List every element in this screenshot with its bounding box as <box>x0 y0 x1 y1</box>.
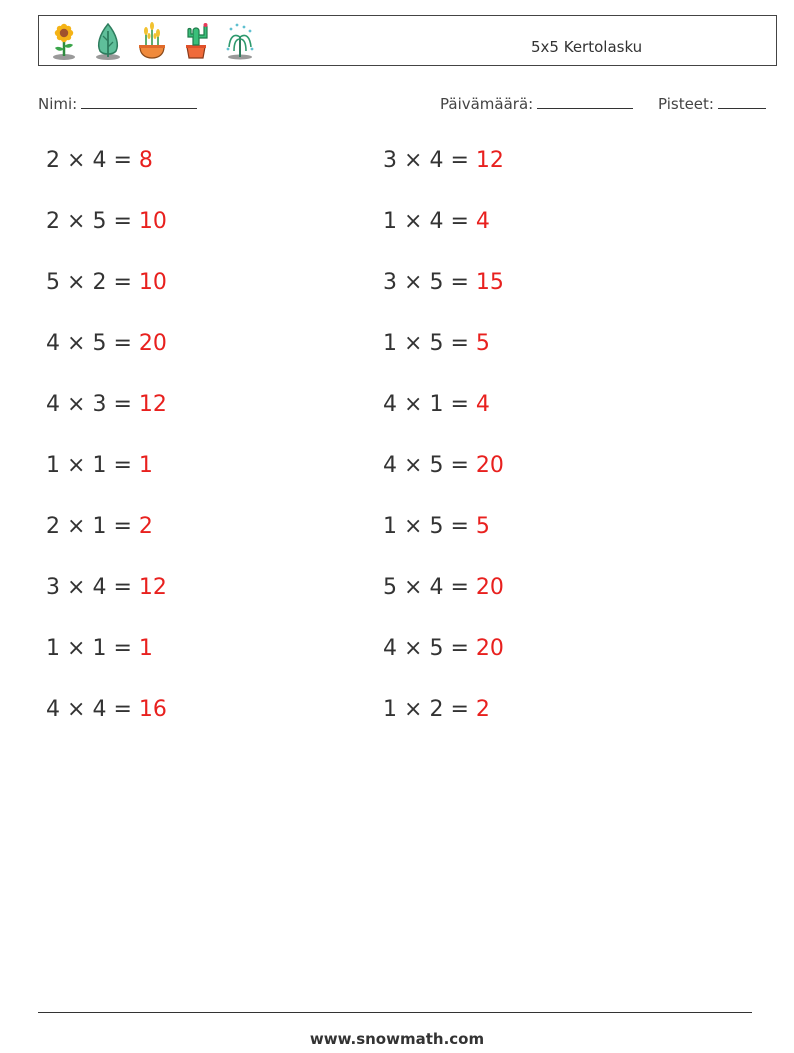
name-blank[interactable] <box>81 93 197 109</box>
factor-a: 4 <box>383 392 397 417</box>
answer: 20 <box>138 331 167 356</box>
problem-left-6 <box>46 453 153 478</box>
times-sign: × <box>67 270 86 295</box>
equals-sign: = <box>450 148 469 173</box>
factor-b: 4 <box>429 148 444 173</box>
equals-sign: = <box>450 392 469 417</box>
times-sign: × <box>67 148 86 173</box>
problem-left-9 <box>46 636 153 661</box>
answer: 4 <box>475 209 490 234</box>
footer-url: www.snowmath.com <box>309 1030 485 1048</box>
factor-b: 2 <box>92 270 107 295</box>
answer: 2 <box>138 514 153 539</box>
times-sign: × <box>404 514 423 539</box>
header-box <box>38 15 777 66</box>
equals-sign: = <box>113 453 132 478</box>
problem-left-1 <box>46 148 153 173</box>
times-sign: × <box>67 453 86 478</box>
problem-right-2 <box>383 209 490 234</box>
factor-b: 5 <box>92 209 107 234</box>
factor-b: 4 <box>92 148 107 173</box>
equals-sign: = <box>450 697 469 722</box>
answer: 1 <box>138 453 153 478</box>
answer: 2 <box>475 697 490 722</box>
factor-b: 4 <box>429 575 444 600</box>
answer: 4 <box>475 392 490 417</box>
problem-right-4 <box>383 331 490 356</box>
factor-b: 5 <box>429 453 444 478</box>
times-sign: × <box>404 331 423 356</box>
factor-b: 4 <box>429 209 444 234</box>
answer: 5 <box>475 331 490 356</box>
answer: 20 <box>475 453 504 478</box>
equals-sign: = <box>113 392 132 417</box>
factor-a: 1 <box>383 697 397 722</box>
factor-a: 1 <box>383 209 397 234</box>
factor-b: 3 <box>92 392 107 417</box>
footer-divider <box>38 1012 752 1013</box>
factor-b: 5 <box>92 331 107 356</box>
answer: 5 <box>475 514 490 539</box>
problem-right-6 <box>383 453 504 478</box>
equals-sign: = <box>113 331 132 356</box>
equals-sign: = <box>450 453 469 478</box>
equals-sign: = <box>113 270 132 295</box>
factor-a: 3 <box>46 575 60 600</box>
problem-right-1 <box>383 148 504 173</box>
score-label: Pisteet: <box>658 95 714 113</box>
problem-left-8 <box>46 575 167 600</box>
date-field <box>440 93 633 113</box>
name-field <box>38 93 197 113</box>
problem-left-2 <box>46 209 167 234</box>
problem-left-3 <box>46 270 167 295</box>
answer: 12 <box>475 148 504 173</box>
factor-a: 4 <box>46 392 60 417</box>
factor-a: 2 <box>46 514 60 539</box>
icon-strip <box>47 21 257 61</box>
problem-right-10 <box>383 697 490 722</box>
equals-sign: = <box>450 636 469 661</box>
answer: 10 <box>138 270 167 295</box>
times-sign: × <box>404 209 423 234</box>
score-field <box>658 93 766 113</box>
answer: 20 <box>475 636 504 661</box>
factor-b: 1 <box>92 453 107 478</box>
times-sign: × <box>404 148 423 173</box>
problem-left-7 <box>46 514 153 539</box>
factor-a: 5 <box>383 575 397 600</box>
factor-a: 2 <box>46 148 60 173</box>
equals-sign: = <box>113 697 132 722</box>
factor-a: 2 <box>46 209 60 234</box>
problem-left-10 <box>46 697 167 722</box>
potted-cactus-icon <box>179 21 213 61</box>
factor-b: 1 <box>429 392 444 417</box>
problem-right-8 <box>383 575 504 600</box>
times-sign: × <box>404 575 423 600</box>
problem-right-3 <box>383 270 504 295</box>
factor-a: 1 <box>383 514 397 539</box>
times-sign: × <box>404 270 423 295</box>
answer: 12 <box>138 575 167 600</box>
factor-b: 4 <box>92 575 107 600</box>
times-sign: × <box>67 331 86 356</box>
times-sign: × <box>404 392 423 417</box>
factor-b: 1 <box>92 636 107 661</box>
name-label: Nimi: <box>38 95 78 113</box>
equals-sign: = <box>113 575 132 600</box>
times-sign: × <box>67 514 86 539</box>
times-sign: × <box>67 392 86 417</box>
factor-a: 4 <box>46 331 60 356</box>
factor-b: 1 <box>92 514 107 539</box>
answer: 10 <box>138 209 167 234</box>
times-sign: × <box>404 697 423 722</box>
potted-wheat-icon <box>135 21 169 61</box>
answer: 16 <box>138 697 167 722</box>
factor-b: 5 <box>429 636 444 661</box>
equals-sign: = <box>450 575 469 600</box>
factor-b: 4 <box>92 697 107 722</box>
problem-right-5 <box>383 392 490 417</box>
factor-a: 1 <box>46 453 60 478</box>
times-sign: × <box>404 636 423 661</box>
times-sign: × <box>67 636 86 661</box>
equals-sign: = <box>113 148 132 173</box>
date-blank[interactable] <box>537 93 633 109</box>
factor-a: 1 <box>46 636 60 661</box>
answer: 1 <box>138 636 153 661</box>
weeping-willow-icon <box>223 21 257 61</box>
problem-left-5 <box>46 392 167 417</box>
tree-icon <box>91 21 125 61</box>
equals-sign: = <box>450 209 469 234</box>
equals-sign: = <box>113 636 132 661</box>
factor-a: 3 <box>383 270 397 295</box>
factor-a: 4 <box>46 697 60 722</box>
sunflower-icon <box>47 21 81 61</box>
date-label: Päivämäärä: <box>440 95 534 113</box>
equals-sign: = <box>113 209 132 234</box>
factor-a: 4 <box>383 636 397 661</box>
factor-b: 5 <box>429 514 444 539</box>
equals-sign: = <box>450 514 469 539</box>
factor-a: 1 <box>383 331 397 356</box>
equals-sign: = <box>113 514 132 539</box>
factor-b: 5 <box>429 331 444 356</box>
times-sign: × <box>67 697 86 722</box>
problem-right-7 <box>383 514 490 539</box>
factor-a: 3 <box>383 148 397 173</box>
score-blank[interactable] <box>718 93 766 109</box>
problem-left-4 <box>46 331 167 356</box>
factor-b: 2 <box>429 697 444 722</box>
equals-sign: = <box>450 270 469 295</box>
answer: 15 <box>475 270 504 295</box>
times-sign: × <box>404 453 423 478</box>
problem-right-9 <box>383 636 504 661</box>
answer: 8 <box>138 148 153 173</box>
equals-sign: = <box>450 331 469 356</box>
times-sign: × <box>67 575 86 600</box>
factor-b: 5 <box>429 270 444 295</box>
answer: 12 <box>138 392 167 417</box>
factor-a: 4 <box>383 453 397 478</box>
factor-a: 5 <box>46 270 60 295</box>
sheet-title: 5x5 Kertolasku <box>531 38 643 56</box>
answer: 20 <box>475 575 504 600</box>
times-sign: × <box>67 209 86 234</box>
